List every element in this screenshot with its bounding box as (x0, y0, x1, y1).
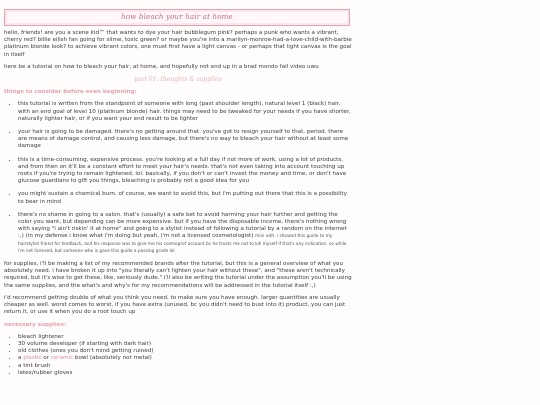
necessary-heading: necessary supplies: (4, 321, 67, 328)
item-text: bowl (absolutely not metal) (73, 355, 152, 362)
title-banner (4, 9, 350, 26)
list-item: • this tutorial is written from the standpoint of someone with long (past shoulder length), natural level 1 (black) hair, with an end goal of level 10 (platinum blonde) hair. things may need to be tweaked for your needs if you have shorter, naturally lighter hair, or if you want your end result to be lighter (18, 101, 352, 123)
mini-edit-note: mini edit: i showed this guide to my hairstylist friend for feedback, and his response was to give me his cosmoprof account bc he trusts me not to kill myself if that's any indication. so while i'm not licensed, but someone who is gave this guide a passing grade lol (18, 234, 347, 254)
list-item: • your hair is going to be damaged. there's no getting around that. you've got to resign yourself to that, period. there are means of damage control, and causing less damage, but there's no way to bleach your hair without at least some damage (18, 129, 352, 151)
supplies-intro: for supplies, i'll be making a list of my recommended brands after the tutorial, but this is a general overview of what you absolutely need. i have broken it up into "you literally can't lighten your hair without these", and "these aren't technically required, but it's wise to get these, like, seriously dude." i'll also be writing the tutorial under the assumption you'll be using the same supplies, and the what's and why's for my recommendations will be addressed in the tutorial itself :,) (4, 261, 352, 289)
part-title: part 01: thoughts & supplies (134, 76, 222, 84)
item-text: a (18, 355, 24, 362)
list-item: • you might sustain a chemical burn. of course, we want to avoid this, but i'm putting out there that this is a possibility to bear in mind (18, 191, 352, 205)
list-item-text: there's no shame in going to a salon. that's (usually) a safe bet to avoid harming your hair further and getting the color you want, but depending can be more expensive. but if you have the disposable income, there's nothing wrong with saying "i ain't riskin' it at home" and going to a stylist instead of following a tutorial by a random on the internet :,) (in my defense i know what i'm doing but yeah, i'm not a licensed cosmetologist) (18, 211, 347, 240)
list-item: • this is a time-consuming, expensive process. you're looking at a full day if not more of work, using a lot of products, and from then on it'll be a constant effort to meet your hair's needs. that's not even taking into account touching up roots if you're trying to remain lightened, lol. basically, if you don't or can't invest the money and time, or don't have glucose guardians to gift you things, bleaching is probably not a good idea for you (18, 157, 352, 186)
intro-paragraph: hello, friends! are you a scene kid™ that wants to dye your hair bubblegum pink? perhaps a punk who wants a vibrant, cherry red? billie eilish fan going for slime, toxic green? or maybe you're into a marilyn-monroe-had-a-love-child-with-barbie platinum blonde look? to achieve vibrant colors, one must first have a light canvas - or perhaps that light canvas is the goal in itself (4, 30, 352, 58)
item-text: or (41, 355, 51, 362)
article-body (4, 30, 352, 383)
things-list (4, 101, 352, 255)
intro-paragraph-2: here be a tutorial on how to bleach your hair, at home, and hopefully not end up in a brad mondo fail video uwu (4, 63, 319, 70)
ceramic-link[interactable]: ceramic (50, 355, 74, 362)
necessary-list (4, 334, 352, 377)
list-item: • 30 volume developer (if starting with dark hair) (18, 341, 352, 348)
things-heading: things to consider before even beginning: (4, 89, 137, 96)
supplies-intro-2: i'd recommend getting double of what you think you need, to make sure you have enough. larger quantities are usually cheaper as well. worst comes to worst, if you have extra (unused, bc you didn't need to bust into it) product, you can just return it, or use it when you do a root touch up (4, 294, 346, 316)
list-item: • a tint brush (18, 363, 352, 370)
page-title: how bleach your hair at home (121, 12, 233, 21)
list-item: • old clothes (ones you don't mind getting ruined) (18, 348, 352, 355)
list-item: • latex/rubber gloves (18, 370, 352, 377)
list-item (18, 355, 352, 362)
list-item (18, 212, 352, 255)
plastic-link[interactable]: plastic (23, 355, 42, 362)
list-item: • bleach lightener (18, 334, 352, 341)
